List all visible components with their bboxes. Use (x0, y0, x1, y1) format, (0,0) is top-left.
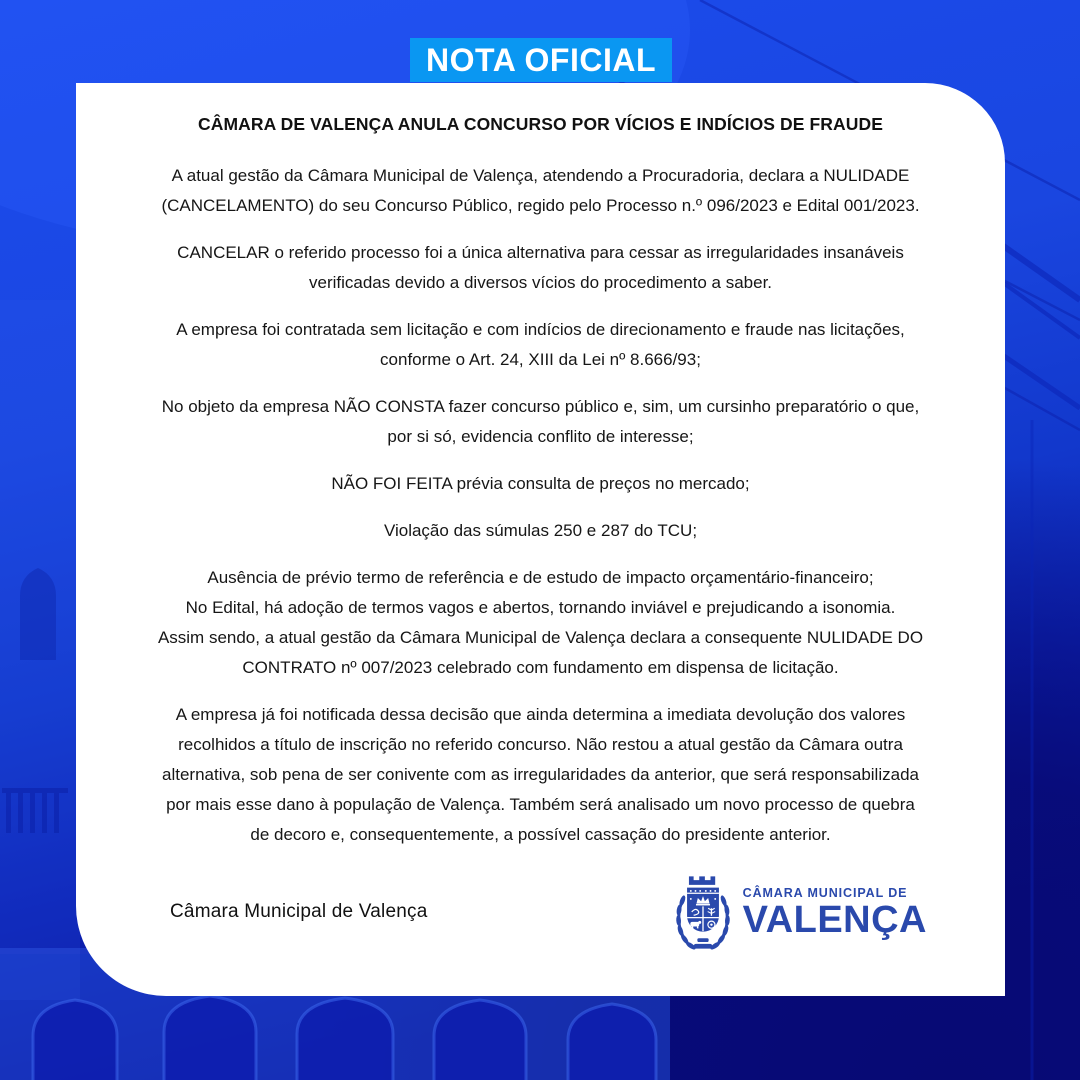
note-line: recolhidos a título de inscrição no referido concurso. Não restou a atual gestão da Câmara outra (178, 735, 903, 754)
note-card (76, 83, 1005, 996)
paragraph-block (106, 238, 975, 298)
banner-label: NOTA OFICIAL (426, 41, 656, 78)
signature-text: Câmara Municipal de Valença (170, 901, 428, 922)
nota-oficial-banner (410, 38, 672, 82)
camara-valenca-logo (673, 864, 927, 960)
note-line: conforme o Art. 24, XIII da Lei nº 8.666/93; (380, 350, 701, 369)
tower-window (20, 568, 56, 660)
note-line: No objeto da empresa NÃO CONSTA fazer concurso público e, sim, um cursinho preparatório o que, (161, 397, 920, 416)
note-line: Violação das súmulas 250 e 287 do TCU; (383, 521, 698, 540)
paragraph-block (106, 700, 975, 850)
note-line: A empresa foi contratada sem licitação e com indícios de direcionamento e fraude nas licitações, (176, 320, 905, 339)
note-line: Assim sendo, a atual gestão da Câmara Municipal de Valença declara a consequente NULIDADE DO (157, 628, 924, 647)
note-line: verificadas devido a diversos vícios do procedimento a saber. (308, 273, 773, 292)
paragraph-block (106, 392, 975, 452)
note-line: NÃO FOI FEITA prévia consulta de preços no mercado; (331, 474, 750, 493)
note-line: No Edital, há adoção de termos vagos e abertos, tornando inviável e prejudicando a isonomia. (185, 598, 896, 617)
logo-org-large: VALENÇA (742, 898, 927, 941)
logo-text (743, 886, 927, 939)
paragraph-block (106, 516, 975, 546)
note-title: CÂMARA DE VALENÇA ANULA CONCURSO POR VÍCIOS E INDÍCIOS DE FRAUDE (197, 114, 884, 134)
paragraph-block (106, 161, 975, 221)
logo-org-small: CÂMARA MUNICIPAL DE (742, 885, 908, 900)
note-line: alternativa, sob pena de ser conivente com as irregularidades da anterior, que será responsabilizada (162, 765, 919, 784)
note-line: por mais esse dano à população de Valença. Também será analisado um novo processo de quebra (166, 795, 915, 814)
note-line: A empresa já foi notificada dessa decisão que ainda determina a imediata devolução dos valores (175, 705, 906, 724)
paragraph-block (106, 563, 975, 683)
note-line: por si só, evidencia conflito de interesse; (387, 427, 694, 446)
note-line: CANCELAR o referido processo foi a única alternativa para cessar as irregularidades insanáveis (177, 243, 904, 262)
note-line: (CANCELAMENTO) do seu Concurso Público, regido pelo Processo n.º 096/2023 e Edital 001/2023. (161, 196, 920, 215)
paragraph-block (106, 469, 975, 499)
valenca-coat-of-arms-icon (673, 864, 733, 960)
note-line: de decoro e, consequentemente, a possível cassação do presidente anterior. (250, 825, 831, 844)
note-footer (106, 854, 975, 972)
paragraph-block (106, 315, 975, 375)
note-line: A atual gestão da Câmara Municipal de Valença, atendendo a Procuradoria, declara a NULIDADE (171, 166, 910, 185)
note-line: Ausência de prévio termo de referência e de estudo de impacto orçamentário-financeiro; (207, 568, 874, 587)
note-body (106, 161, 975, 850)
note-line: CONTRATO nº 007/2023 celebrado com fundamento em dispensa de licitação. (242, 658, 839, 677)
